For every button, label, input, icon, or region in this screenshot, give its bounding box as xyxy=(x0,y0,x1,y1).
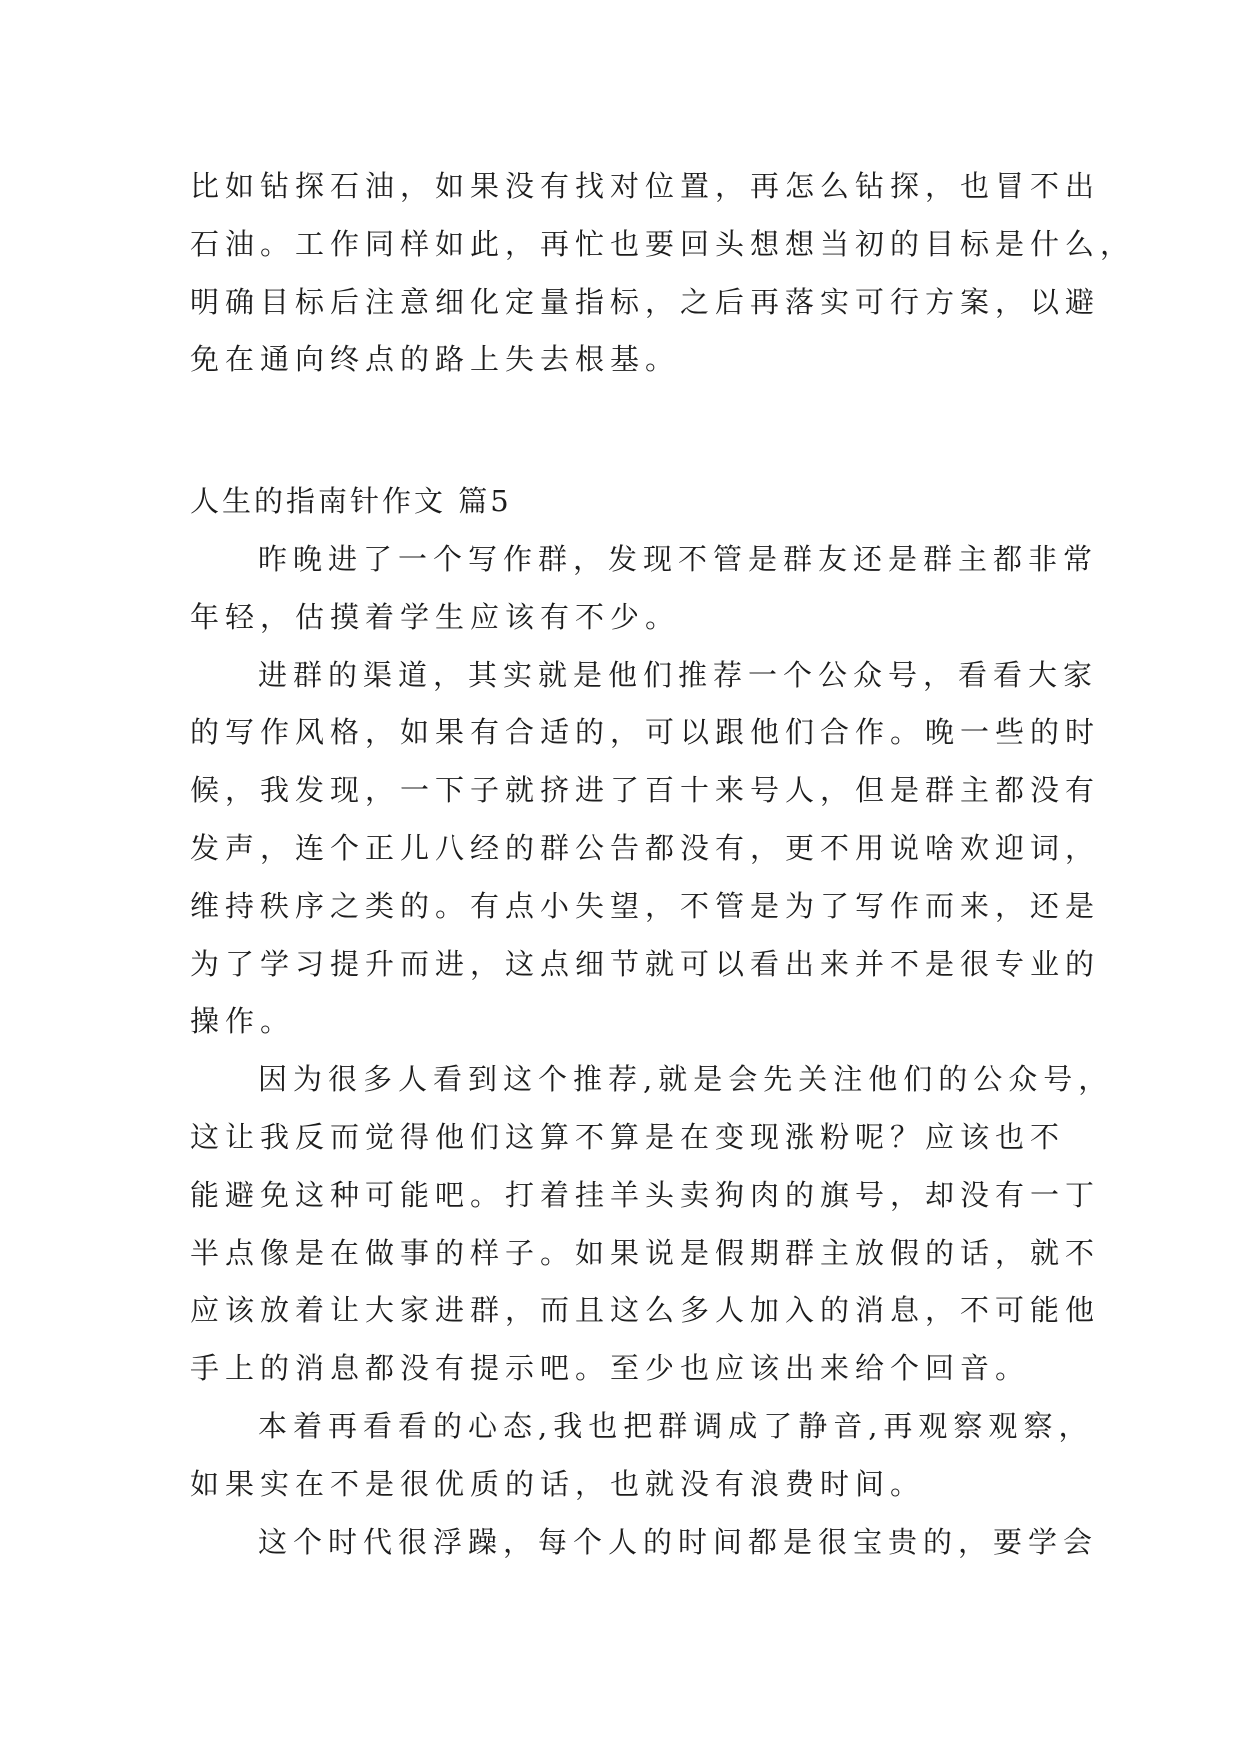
text-line: 进群的渠道，其实就是他们推荐一个公众号，看看大家 xyxy=(258,657,1099,692)
paragraph xyxy=(190,647,1101,1052)
text-line: 发声，连个正儿八经的群公告都没有，更不用说啥欢迎词， xyxy=(190,830,1101,865)
section-title: 人生的指南针作文 篇5 xyxy=(190,484,512,519)
text-line: 石油。工作同样如此，再忙也要回头想想当初的目标是什么， xyxy=(190,226,1136,261)
paragraph xyxy=(190,1398,1094,1514)
text-line: 应该放着让大家进群，而且这么多人加入的消息，不可能他 xyxy=(190,1293,1101,1328)
text-line: 如果实在不是很优质的话，也就没有浪费时间。 xyxy=(190,1466,926,1501)
paragraph xyxy=(190,531,1099,647)
text-line: 本着再看看的心态,我也把群调成了静音,再观察观察， xyxy=(258,1408,1094,1443)
paragraph xyxy=(190,1514,1099,1572)
document-body xyxy=(190,158,1136,1571)
text-line: 这个时代很浮躁，每个人的时间都是很宝贵的，要学会 xyxy=(258,1524,1099,1559)
section-spacer xyxy=(190,389,1060,473)
text-line: 的写作风格，如果有合适的，可以跟他们合作。晚一些的时 xyxy=(190,715,1101,750)
text-line: 比如钻探石油，如果没有找对位置，再怎么钻探，也冒不出 xyxy=(190,169,1101,203)
text-line: 年轻，估摸着学生应该有不少。 xyxy=(190,599,681,634)
paragraph xyxy=(190,1051,1114,1398)
text-line: 免在通向终点的路上失去根基。 xyxy=(190,342,681,377)
text-line: 候，我发现，一下子就挤进了百十来号人，但是群主都没有 xyxy=(190,773,1101,808)
text-line: 半点像是在做事的样子。如果说是假期群主放假的话，就不 xyxy=(190,1235,1101,1270)
text-line: 因为很多人看到这个推荐,就是会先关注他们的公众号， xyxy=(258,1062,1114,1097)
text-line: 维持秩序之类的。有点小失望，不管是为了写作而来，还是 xyxy=(190,888,1101,923)
text-line: 能避免这种可能吧。打着挂羊头卖狗肉的旗号，却没有一丁 xyxy=(190,1177,1101,1212)
text-line: 操作。 xyxy=(190,1004,296,1039)
text-line: 这让我反而觉得他们这算不算是在变现涨粉呢？应该也不 xyxy=(190,1119,1066,1154)
text-line: 手上的消息都没有提示吧。至少也应该出来给个回音。 xyxy=(190,1351,1031,1386)
text-line: 昨晚进了一个写作群，发现不管是群友还是群主都非常 xyxy=(258,541,1099,576)
text-line: 明确目标后注意细化定量指标，之后再落实可行方案，以避 xyxy=(190,284,1101,319)
text-line: 为了学习提升而进，这点细节就可以看出来并不是很专业的 xyxy=(190,946,1101,981)
intro-paragraph xyxy=(190,158,1136,389)
